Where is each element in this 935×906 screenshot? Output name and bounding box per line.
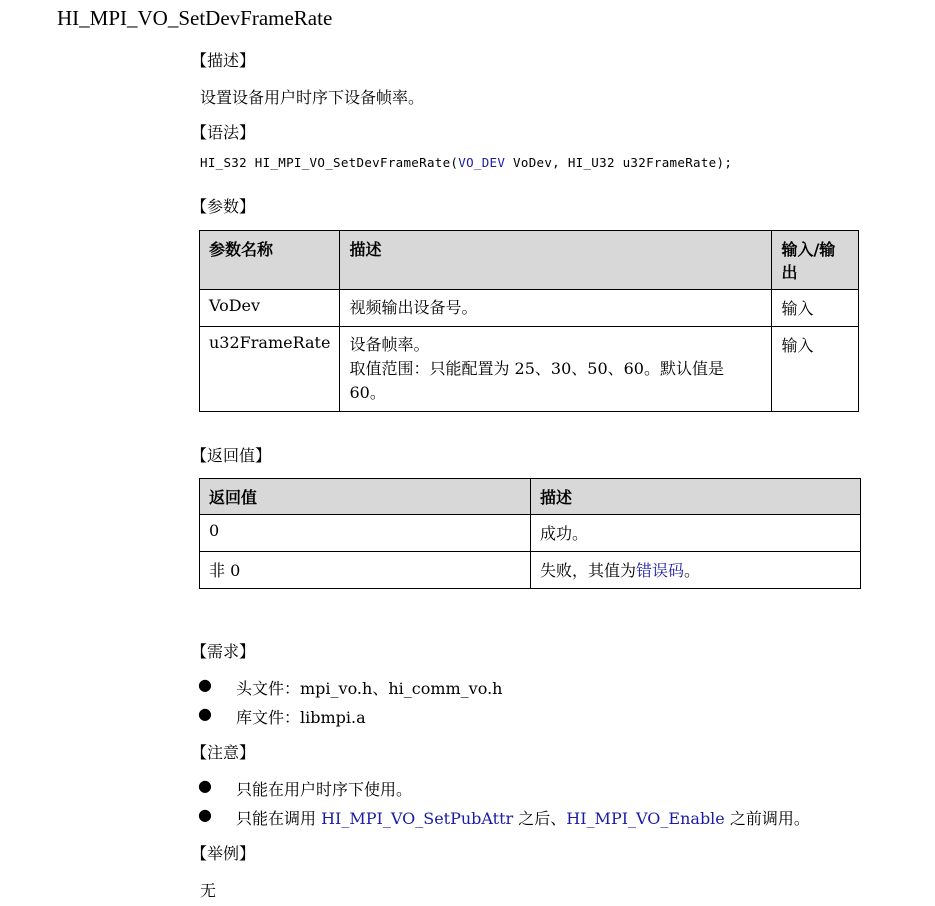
enable-link[interactable]: HI_MPI_VO_Enable [566,809,725,828]
syntax-code [200,155,732,170]
param-col-desc-header: 描述 [340,231,772,290]
param-desc-cell [340,327,772,412]
ret-desc-text: 失败，其值为 [540,561,637,580]
table-row [200,327,859,412]
param-col-name-header: 参数名称 [200,231,340,290]
note-text: 之后、 [513,809,567,828]
bullet-icon: ● [198,704,212,723]
bullet-icon: ● [198,805,212,824]
ret-desc-cell [531,515,861,552]
description-text: 设置设备用户时序下设备帧率。 [200,88,425,107]
param-col-io-header: 输入/输出 [772,231,859,290]
param-desc-cell [340,290,772,327]
section-requirements-heading: 【需求】 [191,642,256,661]
ret-desc-cell [531,552,861,589]
section-syntax-heading: 【语法】 [191,123,256,142]
param-name-cell: VoDev [200,290,340,327]
requirement-header-file: 头文件：mpi_vo.h、hi_comm_vo.h [236,679,503,698]
ret-col-desc-header: 描述 [531,479,861,515]
return-table [199,478,861,589]
syntax-code-pre: HI_S32 HI_MPI_VO_SetDevFrameRate( [200,155,459,170]
parameter-table-header [200,231,859,290]
table-row [200,552,861,589]
ret-desc-text: 成功。 [540,524,589,543]
param-desc-line: 取值范围：只能配置为 25、30、50、60。默认值是 [349,359,724,378]
requirement-library-file: 库文件：libmpi.a [236,708,366,727]
ret-desc-text-end: 。 [684,561,701,580]
page-title: HI_MPI_VO_SetDevFrameRate [57,6,333,30]
syntax-code-post: VoDev, HI_U32 u32FrameRate); [505,155,733,170]
table-row [200,290,859,327]
vo-dev-type-link[interactable]: VO_DEV [458,155,506,170]
return-table-header [200,479,861,515]
table-row [200,515,861,552]
note-text: 之前调用。 [724,809,810,828]
section-return-heading: 【返回值】 [191,446,272,465]
param-desc-line: 设备帧率。 [349,335,430,354]
param-desc-line: 视频输出设备号。 [349,298,478,317]
note-text: 只能在调用 [236,809,322,828]
param-desc-line: 60。 [349,383,386,402]
bullet-icon: ● [198,776,212,795]
note-item: 只能在用户时序下使用。 [236,780,413,799]
section-description-heading: 【描述】 [191,51,256,70]
param-name-cell: u32FrameRate [200,327,340,412]
setpubattr-link[interactable]: HI_MPI_VO_SetPubAttr [321,809,514,828]
error-code-link[interactable]: 错误码 [636,561,685,580]
example-text: 无 [200,881,217,900]
section-notes-heading: 【注意】 [191,743,256,762]
section-parameters-heading: 【参数】 [191,197,256,216]
param-io-cell: 输入 [772,327,859,412]
note-item [236,806,810,829]
param-io-cell: 输入 [772,290,859,327]
parameter-table [199,230,859,412]
bullet-icon: ● [198,675,212,694]
ret-col-value-header: 返回值 [200,479,531,515]
section-example-heading: 【举例】 [191,844,256,863]
ret-value-cell: 非 0 [200,552,531,589]
ret-value-cell: 0 [200,515,531,552]
